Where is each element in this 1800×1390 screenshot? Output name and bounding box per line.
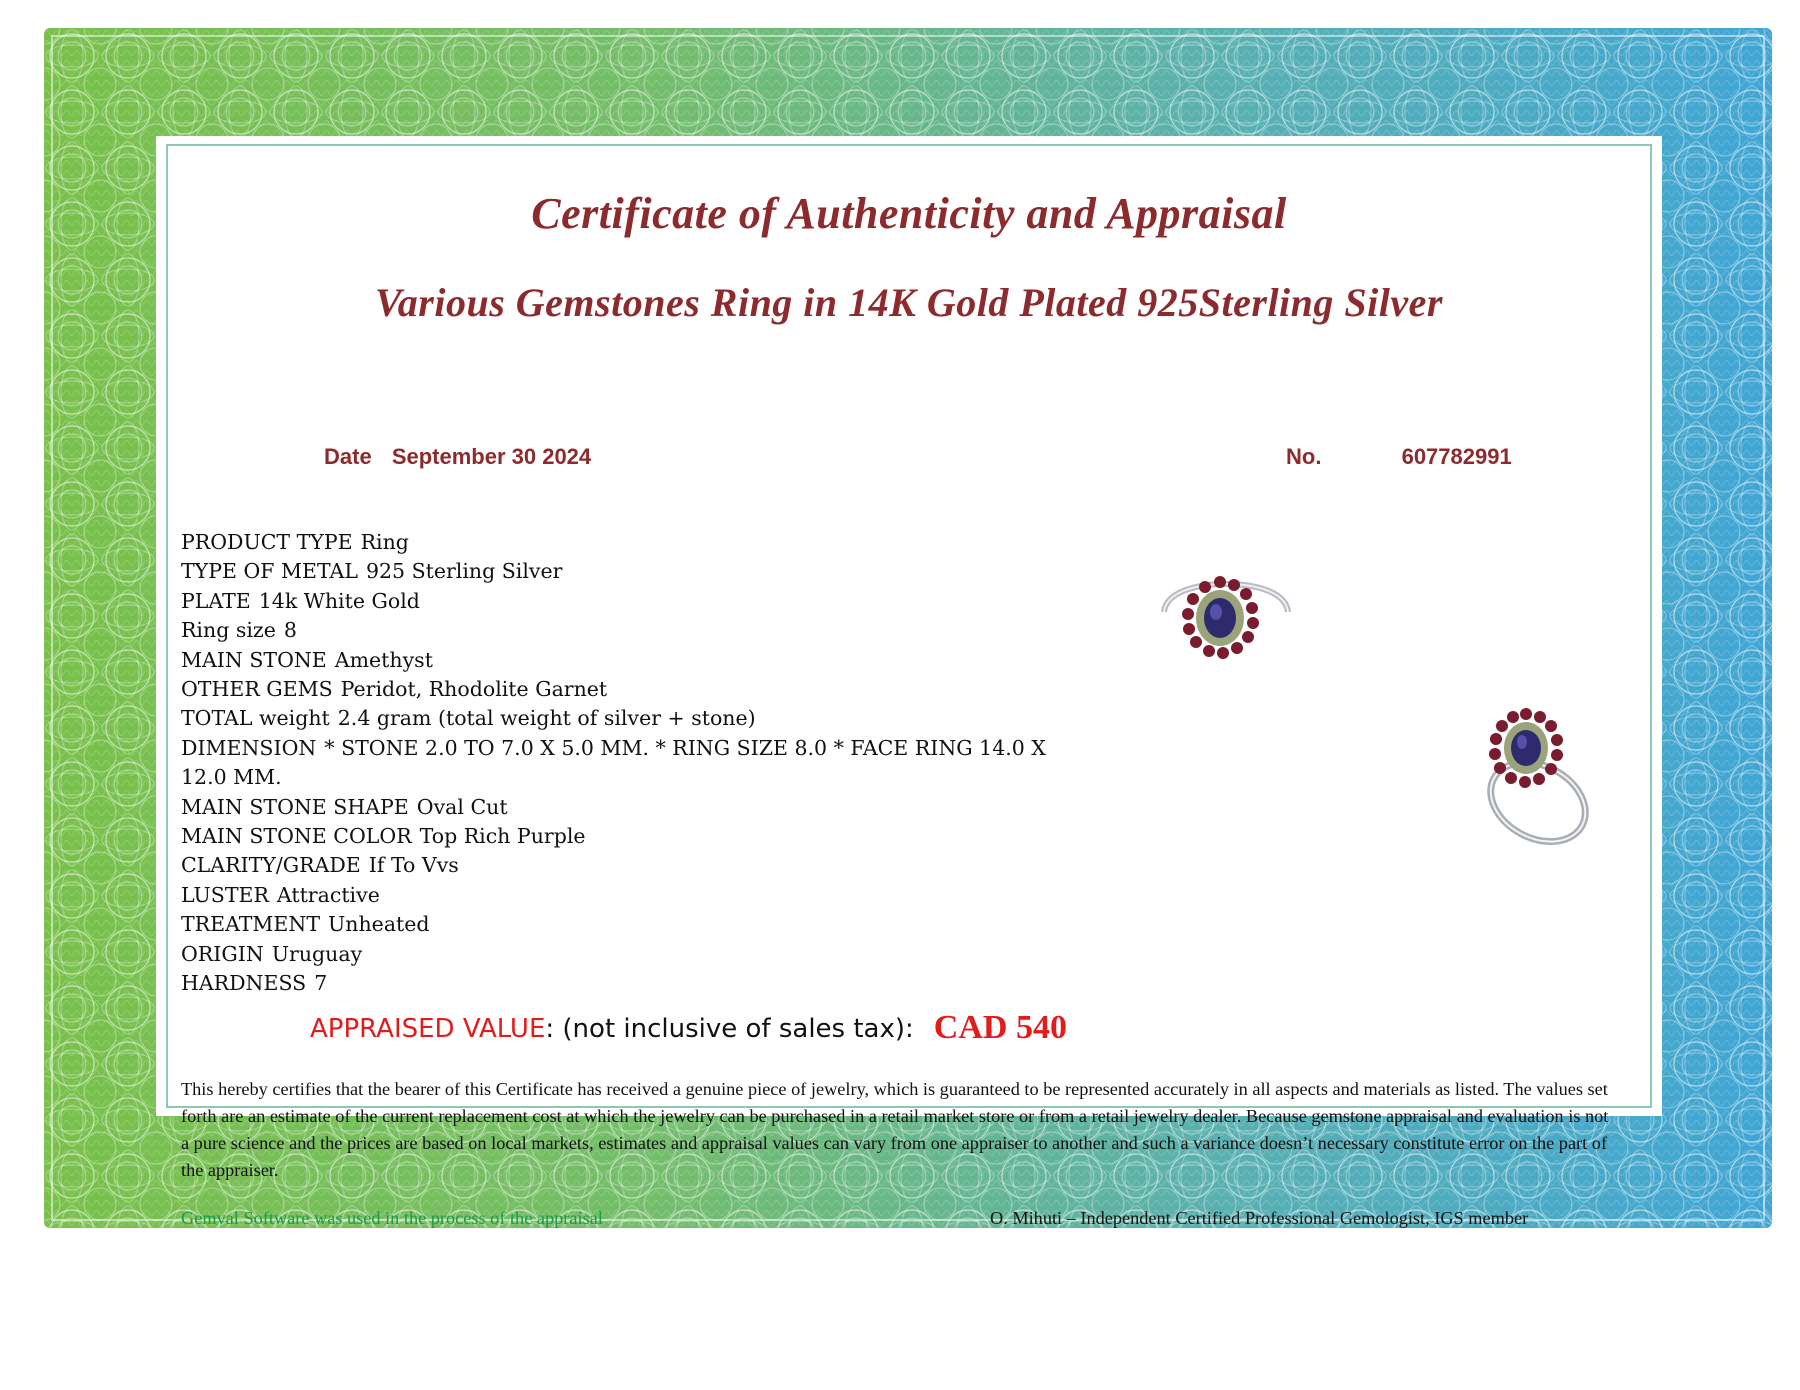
spec-label: CLARITY/GRADE (181, 853, 361, 878)
appraised-value-note: : (not inclusive of sales tax): (545, 1014, 914, 1044)
date-value: September 30 2024 (391, 444, 592, 469)
spec-label: ORIGIN (181, 941, 264, 966)
spec-main-stone (181, 646, 1091, 675)
date-field (324, 444, 591, 470)
spec-value: * STONE 2.0 TO 7.0 X 5.0 MM. * RING SIZE 8.0 * FACE RING 14.0 X 12.0 MM. (181, 735, 1046, 790)
spec-clarity-grade (181, 851, 1091, 880)
spec-label: MAIN STONE COLOR (181, 824, 412, 849)
spec-label: DIMENSION (181, 735, 317, 760)
number-label: No. (1286, 444, 1322, 469)
spec-label: MAIN STONE (181, 647, 327, 672)
spec-value: 8 (283, 618, 297, 643)
date-label: Date (324, 444, 372, 469)
spec-value: Attractive (276, 882, 380, 907)
appraised-value-amount: CAD 540 (933, 1009, 1067, 1046)
spec-label: TREATMENT (181, 912, 320, 937)
spec-label: PLATE (181, 588, 251, 613)
spec-value: 925 Sterling Silver (365, 559, 563, 584)
spec-label: TYPE OF METAL (181, 559, 358, 584)
spec-label: TOTAL weight (181, 706, 330, 731)
spec-value: Top Rich Purple (419, 824, 586, 849)
spec-label: LUSTER (181, 882, 269, 907)
software-note: Gemval Software was used in the process of the appraisal (181, 1208, 603, 1228)
spec-other-gems (181, 675, 1091, 704)
spec-main-stone-color (181, 822, 1091, 851)
spec-label: PRODUCT TYPE (181, 530, 353, 554)
certificate-title: Certificate of Authenticity and Appraisal (531, 189, 1287, 238)
ring-photo-top (1156, 570, 1296, 670)
spec-value: Unheated (328, 912, 430, 937)
spec-plate (181, 587, 1091, 616)
spec-main-stone-shape (181, 793, 1091, 822)
spec-value: 2.4 gram (total weight of silver + stone) (337, 706, 756, 731)
spec-value: 14k White Gold (258, 588, 420, 613)
number-field (1286, 444, 1512, 470)
spec-label: MAIN STONE SHAPE (181, 794, 409, 819)
spec-origin (181, 940, 1091, 969)
spec-dimension (181, 734, 1091, 793)
certificate-panel (156, 136, 1662, 1228)
spec-label: OTHER GEMS (181, 677, 333, 702)
spec-value: Peridot, Rhodolite Garnet (340, 677, 608, 702)
spec-treatment (181, 910, 1091, 939)
spec-type-of-metal (181, 557, 1091, 586)
specs-list (181, 528, 1091, 999)
spec-value: If To Vvs (368, 853, 459, 878)
number-value: 607782991 (1401, 444, 1512, 469)
spec-value: Oval Cut (416, 794, 508, 819)
spec-value: Ring (360, 530, 409, 554)
spec-value: 7 (314, 971, 328, 996)
appraised-value-label: APPRAISED VALUE (310, 1014, 546, 1044)
spec-value: Uruguay (271, 941, 363, 966)
spec-product-type (181, 528, 1091, 557)
ring-photo-angled (1476, 704, 1606, 854)
certification-statement: This hereby certifies that the bearer of this Certificate has received a genuine piece of jewelry, which is guaranteed to be represented accurately in all aspects and materials as listed. The values set forth are an estimate of the current replacement cost at which the jewelry can be purchased in a retail market store or from a retail jewelry dealer. Because gemstone appraisal and evaluation is not a pure science and the prices are based on local markets, estimates and appraisal values can vary from one appraiser to another and such a variance doesn’t necessary constitute error on the part of the appraiser. (181, 1079, 1609, 1180)
spec-ring-size (181, 616, 1091, 645)
certificate-border (44, 28, 1772, 1228)
spec-label: Ring size (181, 618, 276, 643)
spec-value: Amethyst (334, 647, 433, 672)
gemologist-signature: O. Mihuti – Independent Certified Professional Gemologist, IGS member (990, 1208, 1529, 1228)
spec-hardness (181, 969, 1091, 998)
spec-label: HARDNESS (181, 971, 307, 996)
spec-luster (181, 881, 1091, 910)
appraised-value-line (310, 1008, 1067, 1046)
spec-total-weight (181, 704, 1091, 733)
product-title: Various Gemstones Ring in 14K Gold Plated 925Sterling Silver (375, 280, 1443, 325)
